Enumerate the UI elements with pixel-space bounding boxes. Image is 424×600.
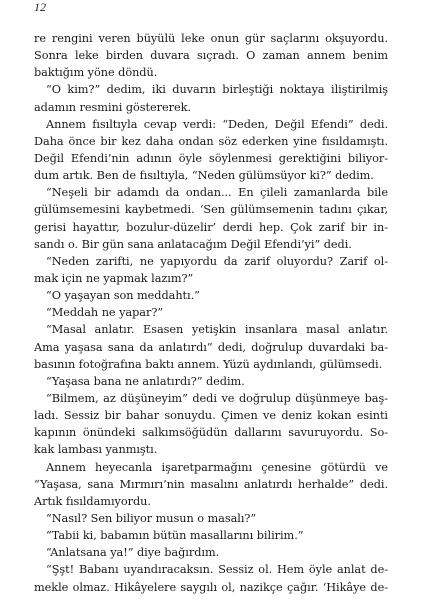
text-line: mekle olmaz. Hikâyelere saygılı ol, nazikçe çağır. ‘Hikâye de- (34, 580, 388, 594)
text-line: dum artık. Ben de fısıltıyla, “Neden gülümsüyor ki?” dedim. (34, 169, 374, 183)
text-line: Annem fısıltıyla cevap verdi: “Deden, Değil Efendi” dedi. (46, 117, 388, 131)
text-line: gülümsemesini kaybetmedi. ‘Sen gülümsemenin tadını çıkar, (34, 203, 388, 217)
text-line: “Şşt! Babanı uyandıracaksın. Sessiz ol. Hem öyle anlat de- (46, 563, 388, 577)
text-line: Sonra leke birden duvara sıçradı. O zaman annem benim (34, 49, 388, 63)
text-line: “Nasıl? Sen biliyor musun o masalı?” (46, 511, 257, 525)
text-line: gerisi hayattır, bozulur-düzelir’ derdi hep. Çok zarif bir in- (34, 220, 388, 234)
text-line: basının fotoğrafına baktı annem. Yüzü aydınlandı, gülümsedi. (34, 357, 383, 371)
text-line: “Tabii ki, babamın bütün masallarını bilirim.” (46, 529, 304, 543)
text-line: “Yaşasa, sana Mırmırı’nin masalını anlatırdı herhalde” dedi. (34, 477, 388, 491)
text-line: kapının önündeki salkımsöğüdün dallarını savuruyordu. So- (34, 426, 388, 440)
text-line: baktığım yöne döndü. (34, 66, 158, 80)
text-line: kak lambası yanmıştı. (34, 443, 158, 457)
body-text (34, 30, 388, 596)
text-line: “Yaşasa bana ne anlatırdı?” dedim. (46, 374, 245, 388)
text-line: ladı. Sessiz bir bahar sonuydu. Çimen ve deniz kokan esinti (34, 409, 388, 423)
text-line: “Anlatsana ya!” diye bağırdım. (46, 546, 220, 560)
text-line: re rengini veren büyülü leke onun gür saçlarını okşuyordu. (34, 32, 388, 45)
text-line: Annem heyecanla işaretparmağını çenesine götürdü ve (46, 460, 388, 474)
page-number: 12 (34, 0, 46, 14)
text-line: Ama yaşasa sana da anlatırdı” dedi, doğrulup duvardaki ba- (34, 340, 388, 354)
text-line: “Masal anlatır. Esasen yetişkin insanlara masal anlatır. (46, 323, 388, 337)
text-line: mak için ne yapmak lazım?” (34, 271, 194, 285)
text-line: “O yaşayan son meddahtı.” (46, 289, 200, 303)
text-line: adamın resmini göstererek. (34, 100, 191, 114)
text-line: “O kim?” dedim, iki duvarın birleştiği noktaya iliştirilmiş (46, 83, 388, 97)
text-line: Artık fısıldamıyordu. (34, 494, 151, 508)
text-line: Daha önce bir kez daha ondan söz ederken yine fısıldamıştı. (34, 134, 388, 148)
text-line: sandı o. Bir gün sana anlatacağım Değil Efendi’yi” dedi. (34, 237, 352, 251)
text-line: “Neşeli bir adamdı da ondan... En çileli zamanlarda bile (46, 186, 388, 200)
text-line: “Bilmem, az düşüneyim” dedi ve doğrulup düşünmeye baş- (46, 391, 388, 405)
text-line: “Neden zarifti, ne yapıyordu da zarif oluyordu? Zarif ol- (46, 254, 388, 268)
text-line: Değil Efendi’nin adının öyle söylenmesi gerektiğini biliyor- (34, 151, 388, 165)
text-line: “Meddah ne yapar?” (46, 306, 164, 320)
